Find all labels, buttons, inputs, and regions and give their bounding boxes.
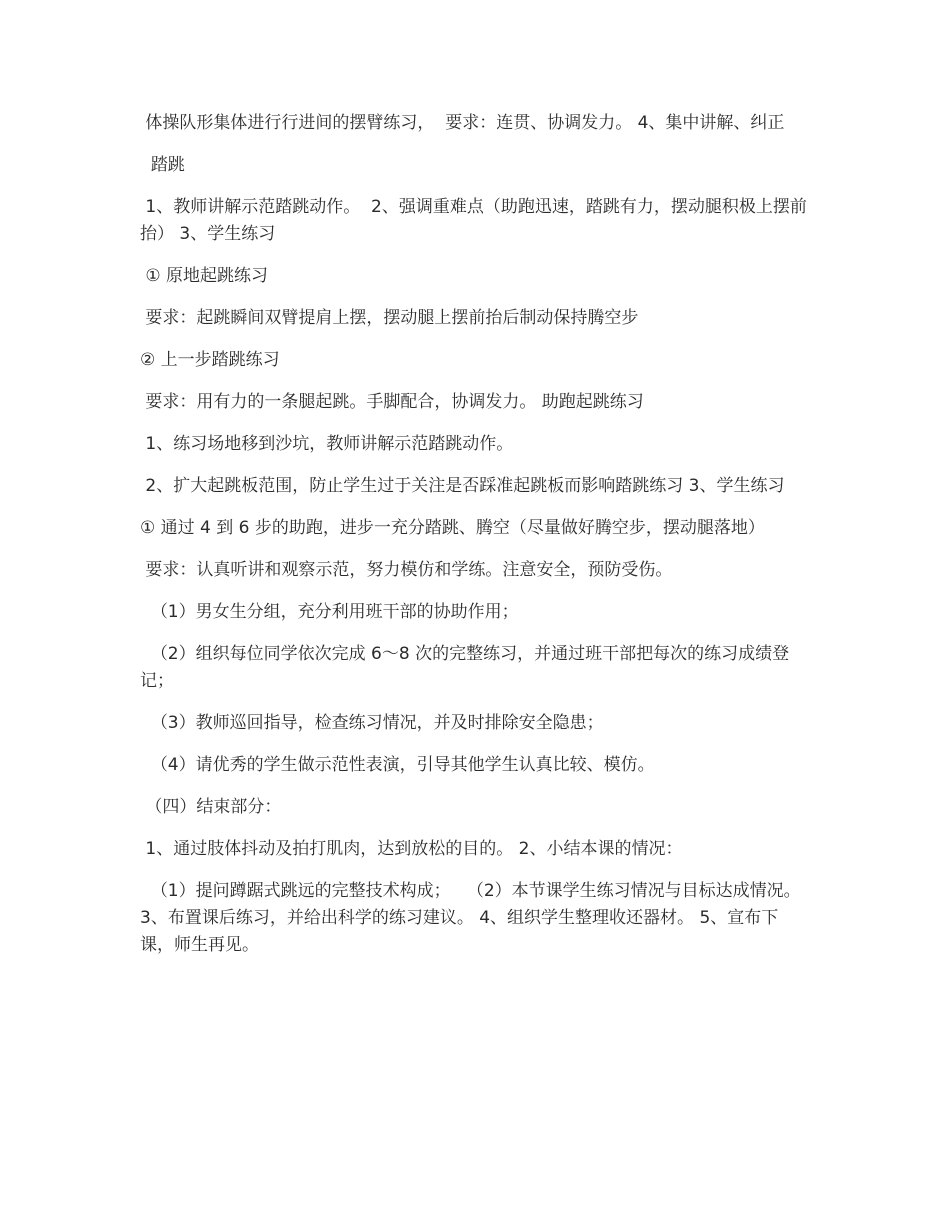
item-demonstration: （4）请优秀的学生做示范性表演，引导其他学生认真比较、模仿。 (140, 755, 655, 775)
requirement-safety: 要求：认真听讲和观察示范，努力模仿和学练。注意安全，预防受伤。 (140, 560, 673, 580)
requirement-one-step: 要求：用有力的一条腿起跳。手脚配合，协调发力。 助跑起跳练习 (140, 392, 644, 412)
requirement-standing-jump: 要求：起跳瞬间双臂提肩上摆，摆动腿上摆前抬后制动保持腾空步 (140, 308, 639, 328)
item-standing-jump: ① 原地起跳练习 (140, 266, 269, 286)
section-heading-takeoff: 踏跳 (140, 155, 185, 175)
section-heading-ending: （四）结束部分： (140, 797, 282, 817)
paragraph-arm-swing: 体操队形集体进行行进间的摆臂练习， 要求：连贯、协调发力。 4、集中讲解、纠正 (140, 113, 785, 133)
paragraph-takeoff-board: 2、扩大起跳板范围，防止学生过于关注是否踩准起跳板而影响踏跳练习 3、学生练习 (140, 476, 785, 496)
paragraph-relaxation: 1、通过肢体抖动及拍打肌肉，达到放松的目的。 2、小结本课的情况： (140, 839, 683, 859)
item-complete-practice: （2）组织每位同学依次完成 6～8 次的完整练习，并通过班干部把每次的练习成绩登记； (140, 644, 790, 691)
item-run-up: ① 通过 4 到 6 步的助跑，进步一充分踏跳、腾空（尽量做好腾空步，摆动腿落地） (140, 518, 765, 538)
paragraph-summary: （1）提问蹲踞式跳远的完整技术构成； （2）本节课学生练习情况与目标达成情况。 3、布置课后练习，并给出科学的练习建议。 4、组织学生整理收还器材。 5、宣布下课，师生再见。 (140, 881, 807, 955)
item-one-step-takeoff: ② 上一步踏跳练习 (140, 350, 280, 370)
paragraph-sandpit: 1、练习场地移到沙坑，教师讲解示范踏跳动作。 (140, 434, 514, 454)
document-page (140, 110, 810, 974)
paragraph-teacher-demo: 1、教师讲解示范踏跳动作。 2、强调重难点（助跑迅速，踏跳有力，摆动腿积极上摆前抬） 3、学生练习 (140, 197, 807, 244)
item-grouping: （1）男女生分组，充分利用班干部的协助作用； (140, 602, 519, 622)
item-teacher-patrol: （3）教师巡回指导，检查练习情况，并及时排除安全隐患； (140, 713, 604, 733)
